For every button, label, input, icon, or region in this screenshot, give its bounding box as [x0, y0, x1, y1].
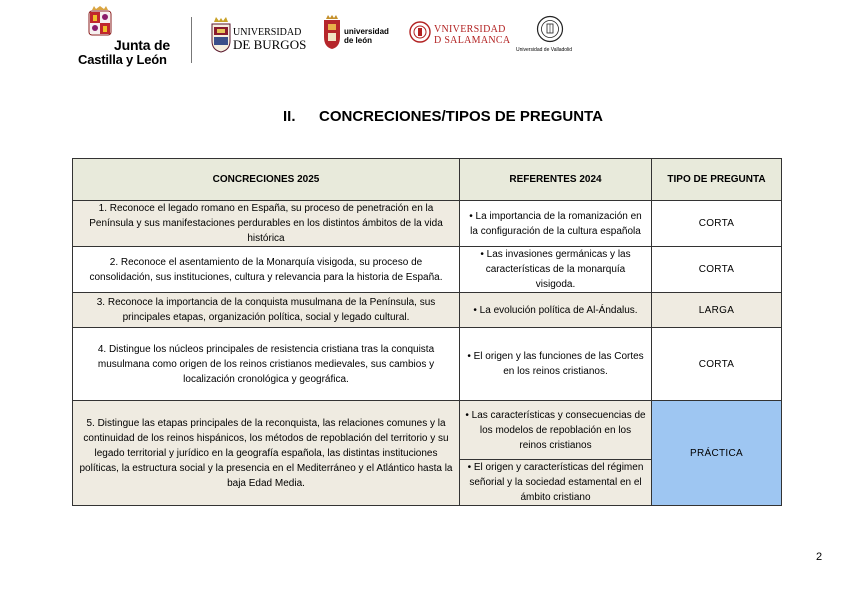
referente-cell: • La importancia de la romanización en la configuración de la cultura española	[460, 201, 652, 247]
tipo-cell: LARGA	[652, 293, 782, 328]
universidad-valladolid-logo	[516, 15, 586, 55]
referente-cell: • Las invasiones germánicas y las características de la monarquía visigoda.	[460, 247, 652, 293]
referente-cell: • Las características y consecuencias de los modelos de repoblación en los reinos cristianos	[460, 401, 652, 460]
table-row	[73, 401, 782, 460]
ubu-line2: DE BURGOS	[233, 37, 307, 52]
ule-line1: universidad	[344, 27, 389, 36]
tipo-cell: CORTA	[652, 328, 782, 401]
concrecion-cell: 4. Distingue los núcleos principales de resistencia cristiana tras la conquista musulmana como origen de los reinos cristianos medievales, sus cambios y localización cronológica y geográfica.	[73, 328, 460, 401]
logo-header	[0, 0, 848, 70]
uva-text: Universidad de Valladolid	[516, 47, 573, 53]
concrecion-cell: 1. Reconoce el legado romano en España, su proceso de penetración en la Península y sus manifestaciones perdurables en los distintos ámbitos de la vida histórica	[73, 201, 460, 247]
burgos-shield-icon	[211, 17, 231, 53]
page-number: 2	[816, 551, 823, 563]
concreciones-table	[72, 158, 782, 506]
section-heading	[283, 108, 603, 125]
jcyl-line1: Junta de	[114, 37, 170, 53]
valladolid-seal-icon	[536, 15, 564, 43]
usal-line1: VNIVERSIDAD	[434, 24, 506, 35]
header-tipo: TIPO DE PREGUNTA	[652, 159, 782, 201]
concrecion-cell: 3. Reconoce la importancia de la conquista musulmana de la Península, sus principales etapas, organización política, social y legado cultural.	[73, 293, 460, 328]
referente-cell: • El origen y las funciones de las Cortes en los reinos cristianos.	[460, 328, 652, 401]
concrecion-cell: 2. Reconoce el asentamiento de la Monarquía visigoda, su proceso de consolidación, sus instituciones, cultura y relevancia para la historia de España.	[73, 247, 460, 293]
table-row	[73, 293, 782, 328]
referente-cell: • El origen y características del régimen señorial y la sociedad estamental en el ámbito cristiano	[460, 460, 652, 506]
universidad-salamanca-logo	[409, 19, 509, 49]
referente-cell: • La evolución política de Al-Ándalus.	[460, 293, 652, 328]
section-title: CONCRECIONES/TIPOS DE PREGUNTA	[319, 108, 603, 125]
header-referentes: REFERENTES 2024	[460, 159, 652, 201]
table-header-row	[73, 159, 782, 201]
usal-line2: D SALAMANCA	[434, 35, 511, 46]
table-row	[73, 328, 782, 401]
salamanca-seal-icon	[409, 19, 431, 45]
universidad-burgos-logo	[211, 17, 311, 57]
logo-divider	[191, 17, 192, 63]
castilla-leon-coat-of-arms-icon	[86, 6, 114, 36]
section-number: II.	[283, 108, 296, 125]
table-row	[73, 201, 782, 247]
tipo-cell: CORTA	[652, 201, 782, 247]
ule-line2: de león	[344, 36, 373, 45]
table-row	[73, 247, 782, 293]
tipo-cell-practica: PRÁCTICA	[652, 401, 782, 506]
universidad-leon-logo	[322, 15, 402, 55]
concrecion-cell: 5. Distingue las etapas principales de la reconquista, las relaciones comunes y la continuidad de los reinos hispánicos, los métodos de repoblación del territorio y su legado territorial y jurídico en la geografía española, las distintas instituciones políticas, la estructura social y la presencia en el Mediterráneo y el Atlántico hasta la baja Edad Media.	[73, 401, 460, 506]
header-concreciones: CONCRECIONES 2025	[73, 159, 460, 201]
tipo-cell: CORTA	[652, 247, 782, 293]
jcyl-line2: Castilla y León	[78, 52, 167, 67]
ubu-line1: UNIVERSIDAD	[233, 27, 302, 38]
junta-castilla-leon-logo	[78, 6, 178, 67]
leon-shield-icon	[322, 15, 342, 51]
